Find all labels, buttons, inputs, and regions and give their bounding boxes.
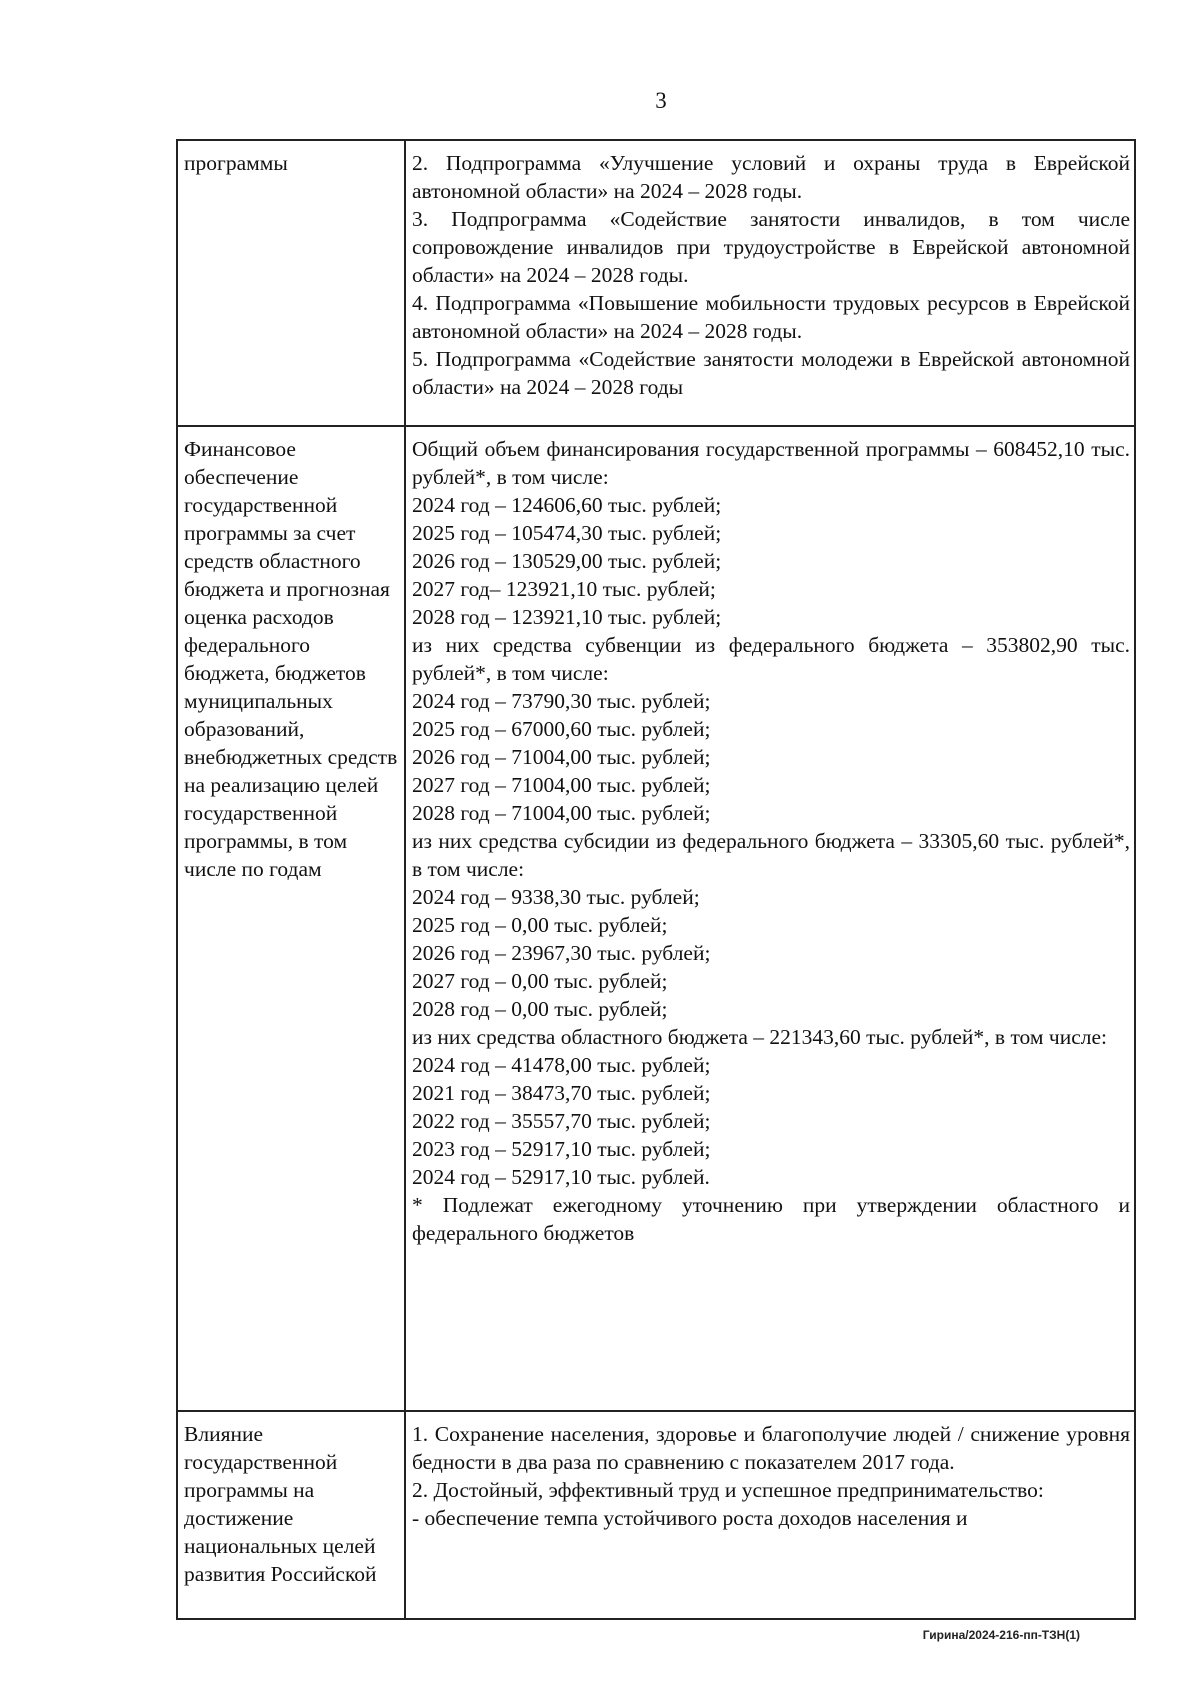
financing-line: 2025 год – 105474,30 тыс. рублей; — [412, 521, 722, 545]
table-row-national-goals — [177, 1411, 1135, 1619]
subprogram-item: 2. Подпрограмма «Улучшение условий и охраны труда в Еврейской автономной области» на 2024 – 2028 годы. — [412, 151, 1130, 203]
financing-subsidy-total: из них средства субсидии из федерального бюджета – 33305,60 тыс. рублей*, в том числе: — [412, 829, 1130, 881]
financing-line: 2028 год – 0,00 тыс. рублей; — [412, 997, 668, 1021]
row-content-subprograms — [405, 140, 1135, 426]
financing-line: 2024 год – 9338,30 тыс. рублей; — [412, 885, 700, 909]
table-row-subprograms — [177, 140, 1135, 426]
financing-line: 2021 год – 38473,70 тыс. рублей; — [412, 1081, 711, 1105]
national-goal-item: - обеспечение темпа устойчивого роста доходов населения и — [412, 1506, 968, 1530]
financing-total: Общий объем финансирования государственной программы – 608452,10 тыс. рублей*, в том числе: — [412, 437, 1130, 489]
financing-subvention-total: из них средства субвенции из федерального бюджета – 353802,90 тыс. рублей*, в том числе: — [412, 633, 1130, 685]
financing-line: 2025 год – 67000,60 тыс. рублей; — [412, 717, 711, 741]
financing-line: 2026 год – 23967,30 тыс. рублей; — [412, 941, 711, 965]
passport-table — [176, 139, 1136, 1620]
row-content-financing — [405, 426, 1135, 1411]
financing-footnote: * Подлежат ежегодному уточнению при утверждении областного и федерального бюджетов — [412, 1193, 1130, 1245]
national-goal-item: 1. Сохранение населения, здоровье и благополучие людей / снижение уровня бедности в два раза по сравнению с показателем 2017 года. — [412, 1422, 1130, 1474]
financing-line: 2024 год – 41478,00 тыс. рублей; — [412, 1053, 711, 1077]
row-label-national-goals: Влияние государственной программы на достижение национальных целей развития Российской — [177, 1411, 405, 1619]
row-label-subprograms: программы — [177, 140, 405, 426]
financing-line: 2027 год – 0,00 тыс. рублей; — [412, 969, 668, 993]
financing-line: 2023 год – 52917,10 тыс. рублей; — [412, 1137, 711, 1161]
financing-line: 2027 год– 123921,10 тыс. рублей; — [412, 577, 716, 601]
financing-line: 2027 год – 71004,00 тыс. рублей; — [412, 773, 711, 797]
subprogram-item: 3. Подпрограмма «Содействие занятости инвалидов, в том числе сопровождение инвалидов при трудоустройстве в Еврейской автономной области» на 2024 – 2028 годы. — [412, 207, 1130, 287]
financing-line: 2026 год – 130529,00 тыс. рублей; — [412, 549, 722, 573]
page-number: 3 — [655, 88, 667, 113]
financing-line: 2024 год – 52917,10 тыс. рублей. — [412, 1165, 710, 1189]
financing-line: 2024 год – 73790,30 тыс. рублей; — [412, 689, 711, 713]
national-goal-item: 2. Достойный, эффективный труд и успешное предпринимательство: — [412, 1478, 1044, 1502]
table-row-financing — [177, 426, 1135, 1411]
document-code: Гирина/2024-216-пп-ТЗН(1) — [922, 1628, 1080, 1642]
financing-line: 2028 год – 71004,00 тыс. рублей; — [412, 801, 711, 825]
row-content-national-goals — [405, 1411, 1135, 1619]
financing-line: 2026 год – 71004,00 тыс. рублей; — [412, 745, 711, 769]
financing-regional-total: из них средства областного бюджета – 221343,60 тыс. рублей*, в том числе: — [412, 1025, 1107, 1049]
subprogram-item: 5. Подпрограмма «Содействие занятости молодежи в Еврейской автономной области» на 2024 – 2028 годы — [412, 347, 1130, 399]
financing-line: 2028 год – 123921,10 тыс. рублей; — [412, 605, 722, 629]
financing-line: 2022 год – 35557,70 тыс. рублей; — [412, 1109, 711, 1133]
row-label-financing: Финансовое обеспечение государственной программы за счет средств областного бюджета и прогнозная оценка расходов федерального бюджета, бюджетов муниципальных образований, внебюджетных средств на реализацию целей государственной программы, в том числе по годам — [177, 426, 405, 1411]
subprogram-item: 4. Подпрограмма «Повышение мобильности трудовых ресурсов в Еврейской автономной области» на 2024 – 2028 годы. — [412, 291, 1130, 343]
financing-line: 2025 год – 0,00 тыс. рублей; — [412, 913, 668, 937]
financing-line: 2024 год – 124606,60 тыс. рублей; — [412, 493, 722, 517]
